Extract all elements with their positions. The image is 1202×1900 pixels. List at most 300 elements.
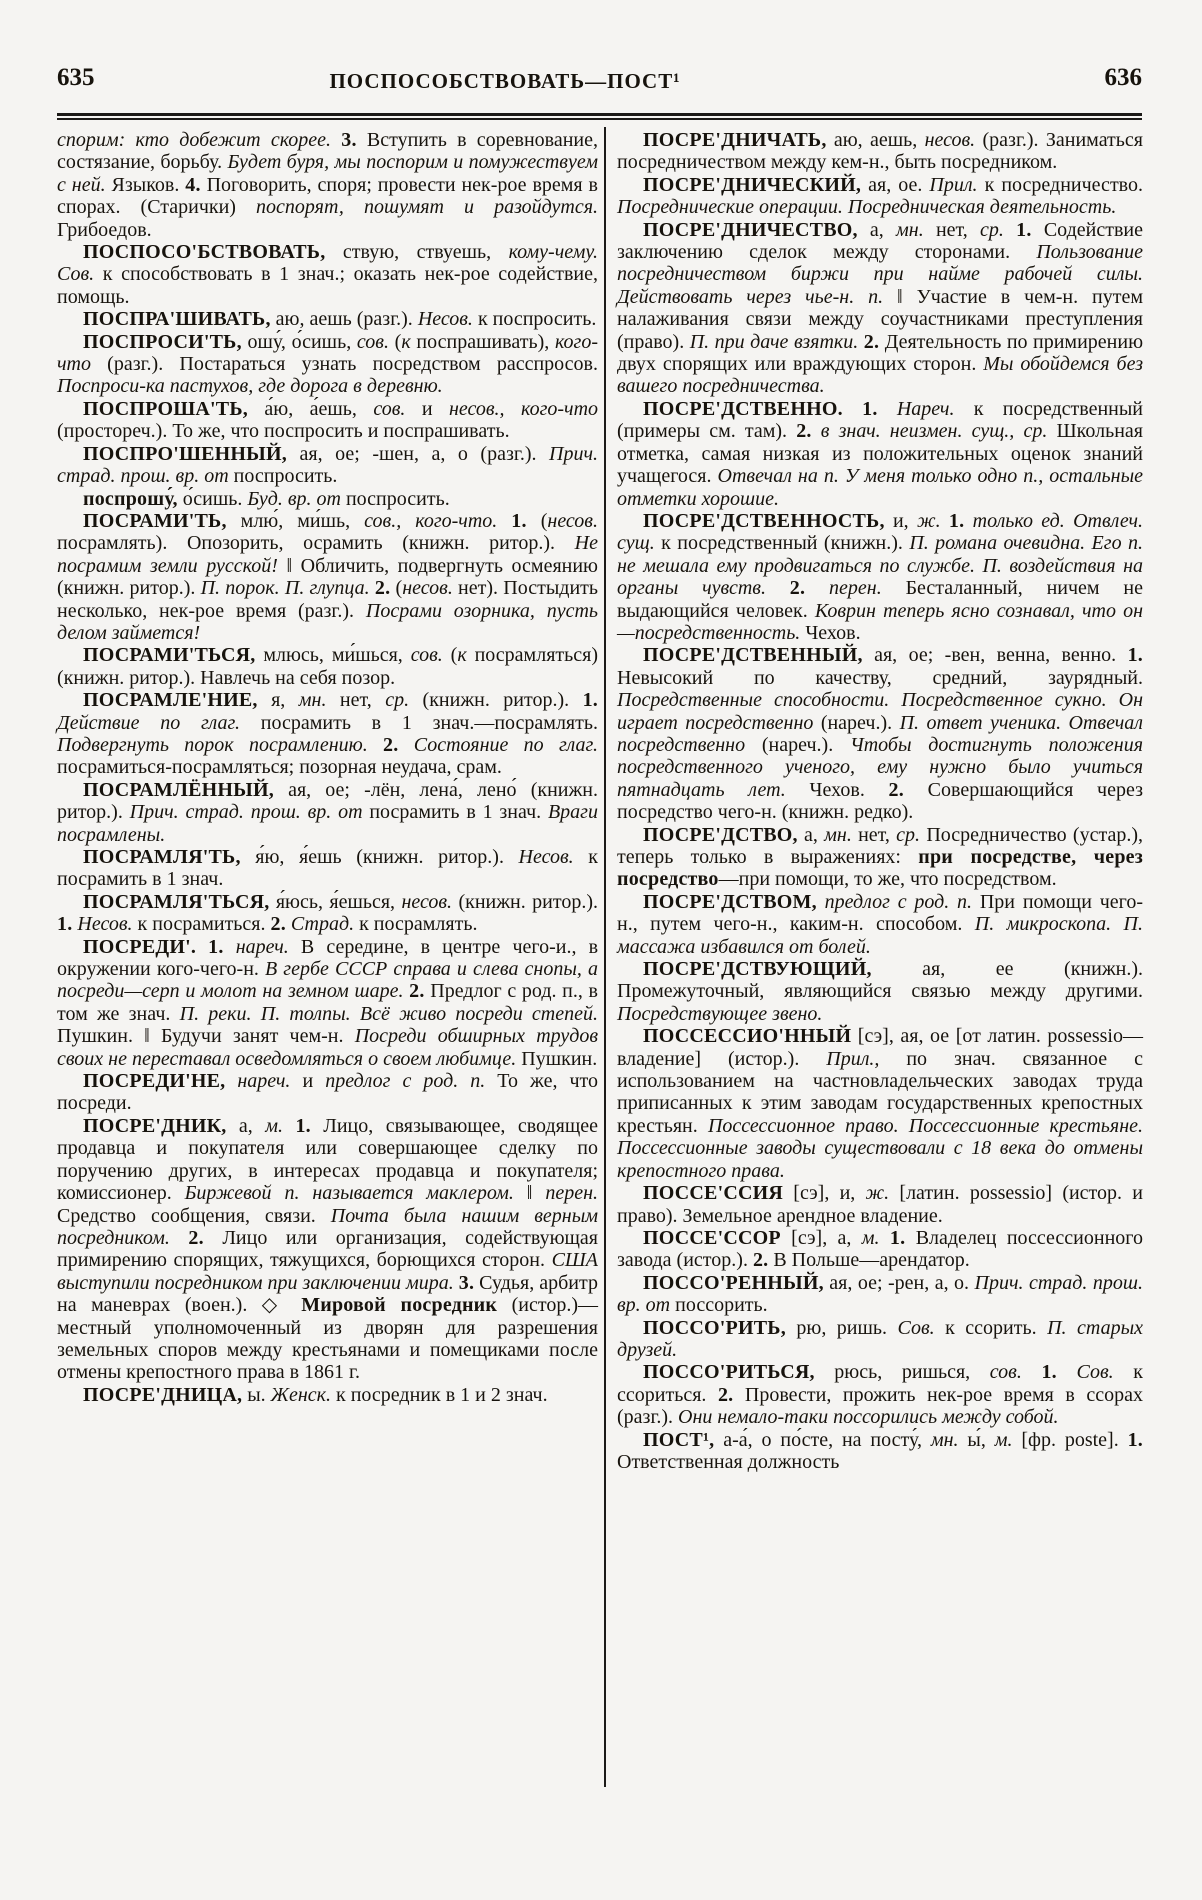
entry-text: и, xyxy=(884,509,917,532)
entry-text: я́юсь, я́ешься, xyxy=(269,890,402,913)
entry-text xyxy=(225,1070,237,1092)
entry-text: к поспросить. xyxy=(472,308,597,331)
entry-text: а-а́, о по́сте, на посту́, xyxy=(714,1428,931,1451)
entry-text: к посрамлять. xyxy=(354,913,478,936)
entry-italic-text: ж. xyxy=(865,1182,890,1205)
header-rule-inner xyxy=(57,118,1142,120)
entry-headword-or-number: ПОСРЕ'ДНИЧАТЬ, xyxy=(643,129,827,151)
entry-italic-text: США выступили посредником при заключении мира. xyxy=(57,1249,598,1294)
entry-headword-or-number: 1. xyxy=(1016,218,1032,241)
entry-text: посрамить в 1 знач.—посрамлять. xyxy=(240,711,598,734)
page-number-right: 636 xyxy=(1104,64,1142,91)
entry-text xyxy=(398,734,413,756)
entry-italic-text: Чтобы достигнуть положения посредственного ученого, ему нужно было учиться пятнадцать лет. xyxy=(617,733,1143,801)
entry-headword-or-number: поспрошу́, xyxy=(83,487,178,510)
entry-headword-or-number: ПОСРАМИ'ТЬ, xyxy=(83,509,227,532)
entry-headword-or-number: ПОСПОСО'БСТВОВАТЬ, xyxy=(83,241,326,264)
entry-headword-or-number: ПОСРЕДИ'НЕ, xyxy=(83,1070,226,1093)
entry-headword-or-number: ПОСРЕ'ДНИЧЕСКИЙ, xyxy=(643,173,862,196)
entry-italic-text: только ед. Отвлеч. сущ. xyxy=(617,509,1144,555)
entry-text: Пушкин. xyxy=(516,1047,598,1070)
entry-text: ая, ое; -лён, лена́, лено́ (книжн. ритор.). xyxy=(57,778,598,824)
entry-italic-text: мн. xyxy=(298,689,327,712)
entry-text xyxy=(1022,1361,1042,1383)
entry-italic-text: Враги посрамлены. xyxy=(57,801,598,846)
entry-italic-text: Посреди обширных трудов своих не переставал осведомляться о своем любимце. xyxy=(57,1025,599,1070)
entry-text: Бесталанный, ничем не выдающийся человек. xyxy=(617,577,1144,622)
entry-italic-text: Прил., xyxy=(826,1047,880,1070)
entry-italic-text: Сов. xyxy=(897,1316,935,1339)
entry-text: к ссорить. xyxy=(934,1316,1048,1339)
entry-headword-or-number: 3. xyxy=(341,129,357,151)
entry-text: В середине, в центре чего-и., в окружении кого-чего-н. xyxy=(57,935,599,981)
entry-headword-or-number: 1. xyxy=(1127,644,1143,667)
entry-italic-text: ж. xyxy=(916,509,941,532)
entry-text: Лицо, связывающее, сводящее продавца и покупателя или совершающее сделку по поручению других, в интересах продавца и покупателя; комиссионер. xyxy=(57,1114,599,1205)
entry-text: Пушкин. ‖ Будучи занят чем-н. xyxy=(57,1025,355,1048)
entry-text: посрамить в 1 знач. xyxy=(362,801,548,824)
dictionary-entry xyxy=(617,644,1143,823)
entry-headword-or-number: ПОСРЕДИ'. xyxy=(83,935,197,958)
entry-text: нет, xyxy=(923,218,981,241)
entry-italic-text: Поссессионное право. Поссессионные крестьяне. Поссессионные заводы существовали с 18 века до отмены крепостного права. xyxy=(617,1114,1144,1182)
entry-text: ( xyxy=(526,509,548,532)
entry-text: ошу́, о́сишь, xyxy=(241,330,357,353)
entry-text: поссорить. xyxy=(670,1294,768,1317)
entry-text: ‖ Участие в чем-н. путем налаживания связи между соучастниками преступления (право). xyxy=(617,285,1143,353)
entry-text: рю, ришь. xyxy=(785,1316,898,1339)
dictionary-entry xyxy=(57,129,598,241)
entry-headword-or-number: 1. xyxy=(889,1226,906,1249)
entry-headword-or-number: ПОССЕССИО'ННЫЙ xyxy=(643,1025,852,1048)
entry-italic-text: Прич. страд. прош. вр. от xyxy=(129,801,363,824)
entry-text: к посрамиться. xyxy=(132,913,271,936)
entry-text: аю, аешь (разг.). xyxy=(270,308,418,331)
dictionary-entry xyxy=(617,174,1143,219)
entry-italic-text: Страд. xyxy=(290,913,355,936)
dictionary-entry xyxy=(57,689,598,779)
dictionary-entry xyxy=(57,398,598,443)
entry-text: [латин. possessio] (истор. и право). Земельное арендное владение. xyxy=(617,1182,1143,1227)
entry-italic-text: м. xyxy=(265,1114,284,1137)
entry-text: посрамлять). Опозорить, осрамить (книжн. ритор.). xyxy=(57,532,575,555)
entry-text: То же, что посреди. xyxy=(57,1070,598,1115)
entry-text: к способствовать в 1 знач.; оказать нек-рое содействие, помощь. xyxy=(57,263,598,308)
dictionary-entry xyxy=(617,824,1143,891)
entry-text: Языков. xyxy=(105,173,186,196)
entry-text: к посредник в 1 и 2 знач. xyxy=(330,1383,548,1406)
entry-text: а, xyxy=(226,1114,266,1137)
entry-italic-text: предлог с род. п. xyxy=(824,890,973,913)
entry-italic-text: П. при даче взятки. xyxy=(689,330,859,353)
entry-italic-text: мн. xyxy=(824,823,852,846)
entry-italic-text: Прич. страд. прош. вр. от xyxy=(57,442,598,488)
entry-text xyxy=(283,1115,295,1137)
entry-italic-text: Буд. вр. от xyxy=(247,487,341,510)
entry-text: Вступить в соревнование, состязание, борьбу. xyxy=(57,129,598,174)
entry-text: ая, ое; -шен, а, о (разг.). xyxy=(286,442,550,465)
entry-italic-text: поспорят, пошумят и разойдутся. xyxy=(256,196,598,219)
dictionary-entry xyxy=(617,891,1143,958)
entry-text: ы́, xyxy=(958,1428,995,1451)
entry-text: Провести, прожить нек-рое время в ссорах (разг.). xyxy=(617,1383,1143,1429)
entry-text: ая, ое. xyxy=(861,173,930,196)
entry-text: ‖ xyxy=(513,1182,546,1205)
entry-headword-or-number: 2. xyxy=(717,1383,734,1406)
entry-italic-text: Прил. xyxy=(929,173,978,196)
entry-text: (разг.). Заниматься посредничеством между кем-н., быть посредником. xyxy=(617,129,1143,174)
entry-text: и xyxy=(290,1070,326,1093)
entry-text: ая, ое; -рен, а, о. xyxy=(823,1271,975,1294)
dictionary-entry xyxy=(617,1025,1143,1182)
dictionary-entry xyxy=(617,1182,1143,1227)
entry-text xyxy=(941,510,949,532)
entry-italic-text: Пользование посредничеством биржи при найме рабочей силы. Действовать через чье-н. п. xyxy=(617,241,1143,308)
entry-text: (истор.)—местный уполномоченный из дворян для разрешения земельных споров между крестьянами и помещиками после отмены крепостного права в 1861 г. xyxy=(57,1294,598,1384)
entry-text: ая, ее (книжн.). Промежуточный, являющийся связью между другими. xyxy=(617,958,1143,1003)
entry-text: Деятельность по примирению двух спорящих или враждующих сторон. xyxy=(617,330,1144,376)
entry-text: и xyxy=(405,397,449,420)
entry-italic-text: мн. xyxy=(896,218,924,241)
entry-headword-or-number: ПОСПРО'ШЕННЫЙ, xyxy=(83,442,287,465)
entry-headword-or-number: ПОСРЕ'ДСТВЕННЫЙ, xyxy=(643,644,863,667)
entry-italic-text: Прич. страд. прош. вр. от xyxy=(617,1271,1143,1317)
entry-text: нет, xyxy=(326,689,386,712)
dictionary-entry xyxy=(617,510,1143,644)
entry-text: (книжн. ритор.). xyxy=(409,689,583,712)
entry-text: Посредничество (устар.), теперь только в выражениях: xyxy=(617,823,1143,868)
entry-text: млюсь, ми́шься, xyxy=(255,644,411,667)
entry-text: ( xyxy=(388,330,402,353)
entry-headword-or-number: 4. xyxy=(185,173,201,196)
entry-headword-or-number: 1. xyxy=(57,913,73,936)
entry-italic-text: Несов. xyxy=(77,913,133,936)
entry-headword-or-number: 2. xyxy=(888,778,904,801)
entry-italic-text: Нареч. xyxy=(896,397,955,420)
entry-text: млю́, ми́шь, xyxy=(226,509,365,532)
entry-italic-text: Почта была нашим верным посредником. xyxy=(57,1204,598,1249)
entry-text xyxy=(196,936,208,958)
entry-text: ы. xyxy=(242,1383,271,1406)
entry-italic-text: несов. xyxy=(402,577,453,600)
header-rule xyxy=(57,113,1142,120)
entry-italic-text: Несов. xyxy=(417,308,473,331)
entry-headword-or-number: Мировой посредник xyxy=(301,1294,498,1317)
entry-text: я, xyxy=(257,689,299,712)
entry-headword-or-number: ПОСРАМЛЯ'ТЬСЯ, xyxy=(83,890,270,913)
entry-italic-text: Несов. xyxy=(518,846,574,868)
dictionary-entry xyxy=(617,219,1143,398)
entry-text: Средство сообщения, связи. xyxy=(57,1204,331,1227)
entry-headword-or-number: 2. xyxy=(789,577,806,600)
entry-italic-text: сов. xyxy=(356,330,389,353)
entry-headword-or-number: ПОССО'РЕННЫЙ, xyxy=(643,1271,824,1294)
entry-text: (простореч.). То же, что поспросить и поспрашивать. xyxy=(57,420,510,443)
entry-italic-text: Мы обойдемся без вашего посредничества. xyxy=(617,353,1144,398)
entry-text: к ссориться. xyxy=(617,1361,1144,1406)
entry-italic-text: перен. xyxy=(829,577,882,600)
entry-headword-or-number: 1. xyxy=(295,1114,311,1137)
entry-text xyxy=(1057,1361,1077,1383)
dictionary-entry xyxy=(57,241,598,308)
entry-italic-text: П. реки. П. толпы. Всё живо посреди степей. xyxy=(179,1002,599,1025)
entry-headword-or-number: ПОСРЕ'ДСТВЕННО. xyxy=(643,397,843,420)
entry-italic-text: ср. xyxy=(980,218,1004,241)
entry-italic-text: Они немало-таки поссорились между собой. xyxy=(678,1406,1059,1429)
dictionary-entry xyxy=(57,1070,598,1115)
entry-italic-text: П. микроскопа. П. массажа избавился от болей. xyxy=(617,913,1143,958)
entry-headword-or-number: 3. xyxy=(458,1271,475,1294)
entry-headword-or-number: ПОСРЕ'ДНИЧЕСТВО, xyxy=(643,218,858,241)
entry-italic-text: несов. xyxy=(924,129,976,151)
entry-text xyxy=(805,577,829,599)
entry-headword-or-number: 2. xyxy=(752,1249,769,1272)
entry-italic-text: Посредствующее звено. xyxy=(617,1002,823,1025)
entry-headword-or-number: 1. xyxy=(582,689,598,712)
entry-headword-or-number: ПОСТ¹, xyxy=(643,1428,715,1451)
entry-italic-text: в знач. неизмен. сущ., ср. xyxy=(820,420,1048,443)
entry-text: Грибоедов. xyxy=(57,218,152,241)
entry-text: Невысокий по качеству, средний, заурядный. xyxy=(617,666,1143,689)
entry-italic-text: Отвечал на п. У меня только одно п., остальные отметки хорошие. xyxy=(617,465,1143,510)
entry-headword-or-number: ПОССЕ'ССОР xyxy=(643,1226,781,1249)
entry-text: поспросить. xyxy=(340,487,450,510)
entry-headword-or-number: 1. xyxy=(208,935,224,958)
entry-italic-text: Посреднические операции. Посредническая деятельность. xyxy=(617,196,1117,219)
entry-text: а, xyxy=(857,218,897,241)
entry-headword-or-number: ПОСРАМЛЯ'ТЬ, xyxy=(83,846,241,868)
entry-text: [сэ], и, xyxy=(783,1182,866,1205)
page-header-title: ПОСПОСОБСТВОВАТЬ—ПОСТ¹ xyxy=(329,69,681,93)
entry-text: о́сишь. xyxy=(177,487,248,510)
entry-headword-or-number: 2. xyxy=(188,1226,204,1249)
dictionary-entry xyxy=(57,891,598,936)
dictionary-entry xyxy=(57,936,598,1070)
entry-italic-text: м. xyxy=(861,1226,880,1249)
entry-text: я́ю, я́ешь (книжн. ритор.). xyxy=(240,846,519,868)
column-divider xyxy=(604,127,606,1787)
entry-italic-text: к xyxy=(457,644,467,667)
entry-italic-text: несов., кого-что xyxy=(448,397,599,420)
entry-text: нет, xyxy=(851,823,897,846)
entry-text: к посредственный (примеры см. там). xyxy=(617,397,1144,443)
entry-text: Предлог с род. п., в том же знач. xyxy=(57,980,599,1025)
entry-italic-text: кого-что xyxy=(57,330,598,376)
dictionary-entry xyxy=(57,779,598,846)
entry-text: к посредничество. xyxy=(977,173,1143,196)
entry-text: ‖ Обличить, подвергнуть осмеянию (книжн. ритор.). xyxy=(57,554,598,600)
entry-text xyxy=(1004,219,1016,241)
entry-italic-text: Сов. xyxy=(1076,1361,1114,1384)
entry-italic-text: Коврин теперь ясно сознавал, что он—посредственность. xyxy=(617,599,1143,644)
entry-headword-or-number: ПОСРАМЛЁННЫЙ, xyxy=(83,778,274,801)
entry-italic-text: нареч. xyxy=(235,935,289,958)
entry-headword-or-number: ПОСРЕ'ДСТВЕННОСТЬ, xyxy=(643,509,885,532)
dictionary-entry xyxy=(57,308,598,330)
entry-italic-text: Не посрамим земли русской! xyxy=(57,532,598,577)
entry-text: Школьная отметка, самая низкая из положительных оценок знаний учащегося. xyxy=(617,420,1143,488)
entry-italic-text: П. порок. П. глупца. xyxy=(200,577,370,600)
entry-text xyxy=(170,1227,189,1249)
entry-text: ( xyxy=(390,577,403,600)
entry-italic-text: Посрами озорника, пусть делом займется! xyxy=(57,599,598,644)
entry-italic-text: П. романа очевидна. Его п. не мешала ему продвигаться по службе. П. воздействия на органы чувств. xyxy=(617,532,1143,600)
entry-headword-or-number: ПОСПРА'ШИВАТЬ, xyxy=(83,308,271,331)
entry-text xyxy=(880,1227,890,1249)
entry-headword-or-number: 2. xyxy=(374,577,391,600)
entry-italic-text: кому-чему. Сов. xyxy=(57,241,598,286)
entry-headword-or-number: 2. xyxy=(409,980,425,1003)
entry-text: к посрамить в 1 знач. xyxy=(57,846,598,891)
dictionary-entry xyxy=(57,510,598,644)
entry-text: [фр. poste]. xyxy=(1012,1428,1128,1451)
dictionary-entry xyxy=(57,488,598,510)
entry-text: (книжн. ритор.). xyxy=(452,890,599,913)
dictionary-entry xyxy=(617,1361,1143,1428)
entry-italic-text: сов., кого-что. xyxy=(364,509,498,532)
entry-headword-or-number: ПОСРЕ'ДСТВУЮЩИЙ, xyxy=(643,958,872,981)
entry-headword-or-number: ПОСРЕ'ДСТВОМ, xyxy=(643,890,817,913)
page-number-left: 635 xyxy=(57,64,95,91)
entry-text: Содействие заключению сделок между сторонами. xyxy=(617,218,1143,264)
entry-text: (нареч.). xyxy=(813,711,900,734)
entry-headword-or-number: 2. xyxy=(796,420,812,443)
entry-headword-or-number: 2. xyxy=(863,330,880,353)
entry-italic-text: мн. xyxy=(930,1428,959,1451)
entry-italic-text: П. старых друзей. xyxy=(617,1316,1143,1361)
entry-text: При помощи чего-н., путем чего-н., каким-н. способом. xyxy=(617,890,1144,936)
column-right xyxy=(617,129,1143,1473)
entry-text: Владелец поссессионного завода (истор.). xyxy=(617,1226,1143,1272)
entry-text: Поговорить, споря; провести нек-рое время в спорах. (Старички) xyxy=(57,173,598,219)
entry-text xyxy=(964,510,972,532)
entry-italic-text: сов. xyxy=(989,1361,1022,1384)
entry-text: [сэ], а, xyxy=(780,1226,862,1249)
entry-text: рюсь, ришься, xyxy=(814,1361,990,1384)
entry-text xyxy=(817,891,825,913)
entry-text: посрамляться) (книжн. ритор.). Навлечь на себя позор. xyxy=(57,644,598,689)
dictionary-entry xyxy=(57,846,598,891)
entry-italic-text: сов. xyxy=(373,397,406,420)
entry-text: Совершающийся через посредство чего-н. (книжн. редко). xyxy=(617,778,1143,824)
entry-text xyxy=(497,510,511,532)
entry-italic-text: ср. xyxy=(896,823,921,846)
entry-text: Чехов. xyxy=(785,778,889,801)
dictionary-entry xyxy=(617,1317,1143,1362)
entry-text: Судья, арбитр на маневрах (воен.). ◇ xyxy=(57,1271,598,1317)
entry-text: а, xyxy=(797,823,825,846)
entry-text xyxy=(224,936,236,958)
dictionary-entry xyxy=(57,1115,598,1384)
entry-text: Ответственная должность xyxy=(617,1450,840,1473)
entry-headword-or-number: ПОСРАМЛЕ'НИЕ, xyxy=(83,689,258,712)
entry-text: к посредственный (книжн.). xyxy=(654,532,910,555)
entry-text: ( xyxy=(442,644,458,667)
dictionary-entry xyxy=(617,1272,1143,1317)
entry-headword-or-number: 2. xyxy=(270,913,286,936)
entry-headword-or-number: 1. xyxy=(948,509,965,532)
entry-text: поспросить. xyxy=(228,465,338,488)
entry-italic-text: м. xyxy=(994,1428,1013,1451)
column-left xyxy=(57,129,598,1406)
entry-italic-text: к xyxy=(401,330,411,353)
dictionary-entry xyxy=(57,644,598,689)
entry-text xyxy=(812,420,821,442)
dictionary-entry xyxy=(617,398,1143,510)
entry-headword-or-number: ПОСРЕ'ДНИЦА, xyxy=(83,1383,243,1406)
entry-text xyxy=(368,734,383,756)
entry-text: аю, аешь, xyxy=(826,129,925,151)
entry-italic-text: Будет буря, мы поспорим и помужествуем с ней. xyxy=(57,151,598,196)
entry-text: а́ю, а́ешь, xyxy=(247,397,374,420)
entry-text: ая, ое; -вен, венна, венно. xyxy=(862,644,1128,667)
entry-headword-or-number: 1. xyxy=(1041,1361,1057,1384)
entry-italic-text: Подвергнуть порок посрамлению. xyxy=(57,733,368,756)
dictionary-entry xyxy=(57,1384,598,1406)
dictionary-entry xyxy=(57,331,598,398)
entry-headword-or-number: ПОССО'РИТЬСЯ, xyxy=(643,1361,815,1384)
entry-headword-or-number: 1. xyxy=(511,509,527,532)
entry-text xyxy=(878,398,897,420)
entry-italic-text: предлог с род. п. xyxy=(325,1070,486,1093)
entry-text: по знач. связанное с использованием на частновладельческих заводах труда приписанных к этим заводам государственных крепостных крестьян. xyxy=(617,1047,1143,1137)
entry-italic-text: Действие по глаг. xyxy=(57,711,241,734)
entry-headword-or-number: ПОСРАМИ'ТЬСЯ, xyxy=(83,644,256,667)
entry-italic-text: Посредственные способности. Посредственное сукно. Он играет посредственно xyxy=(617,689,1143,734)
entry-text: поспрашивать), xyxy=(410,330,555,353)
entry-italic-text: перен. xyxy=(545,1182,598,1205)
entry-italic-text: Состояние по глаг. xyxy=(413,733,599,756)
dictionary-entry xyxy=(617,1429,1143,1474)
entry-text: —при помощи, то же, что посредством. xyxy=(718,868,1057,891)
entry-italic-text: Поспроси-ка пастухов, где дорога в деревню. xyxy=(57,375,443,398)
entry-headword-or-number: 2. xyxy=(383,733,399,756)
dictionary-entry xyxy=(57,443,598,488)
entry-text: Лицо или организация, содействующая примирению спорящих, тяжущихся, борющихся сторон. xyxy=(57,1226,599,1272)
entry-headword-or-number: ПОССЕ'ССИЯ xyxy=(643,1182,784,1205)
entry-text: (нареч.). xyxy=(745,733,850,756)
entry-headword-or-number: ПОСРЕ'ДСТВО, xyxy=(643,823,798,846)
entry-italic-text: несов. xyxy=(401,890,453,913)
entry-text: В Польше—арендатор. xyxy=(768,1249,970,1272)
entry-headword-or-number: ПОСРЕ'ДНИК, xyxy=(83,1114,227,1137)
entry-text xyxy=(843,398,862,420)
entry-headword-or-number: при посредстве, через посредство xyxy=(617,846,1143,891)
entry-text: (разг.). Постараться узнать посредством расспросов. xyxy=(90,353,598,376)
entry-italic-text: сов. xyxy=(410,644,443,667)
entry-headword-or-number: 1. xyxy=(862,397,878,420)
dictionary-entry xyxy=(617,129,1143,174)
entry-italic-text: нареч. xyxy=(237,1070,291,1093)
entry-italic-text: Биржевой п. называется маклером. xyxy=(184,1182,514,1205)
entry-italic-text: несов. xyxy=(547,509,598,532)
entry-italic-text: спорим: кто добежит скорее. xyxy=(57,129,342,151)
entry-headword-or-number: ПОСПРОША'ТЬ, xyxy=(83,397,248,420)
entry-text: нет). Постыдить несколько, нек-рое время (разг.). xyxy=(57,577,599,622)
dictionary-entry xyxy=(617,958,1143,1025)
entry-italic-text: В гербе СССР справа и слева снопы, а посреди—серп и молот на земном шаре. xyxy=(57,958,598,1003)
entry-headword-or-number: ПОССО'РИТЬ, xyxy=(643,1316,786,1339)
entry-text: Чехов. xyxy=(800,621,861,644)
entry-headword-or-number: ПОСПРОСИ'ТЬ, xyxy=(83,330,242,353)
entry-text: посрамиться-посрамляться; позорная неудача, срам. xyxy=(57,756,502,779)
entry-italic-text: ср. xyxy=(385,689,410,712)
entry-headword-or-number: 1. xyxy=(1127,1428,1143,1451)
entry-text: ствую, ствуешь, xyxy=(325,241,509,264)
entry-italic-text: Женск. xyxy=(270,1383,331,1406)
entry-text xyxy=(766,577,790,599)
entry-text: [сэ], ая, ое [от латин. possessio—владение] (истор.). xyxy=(617,1025,1143,1070)
